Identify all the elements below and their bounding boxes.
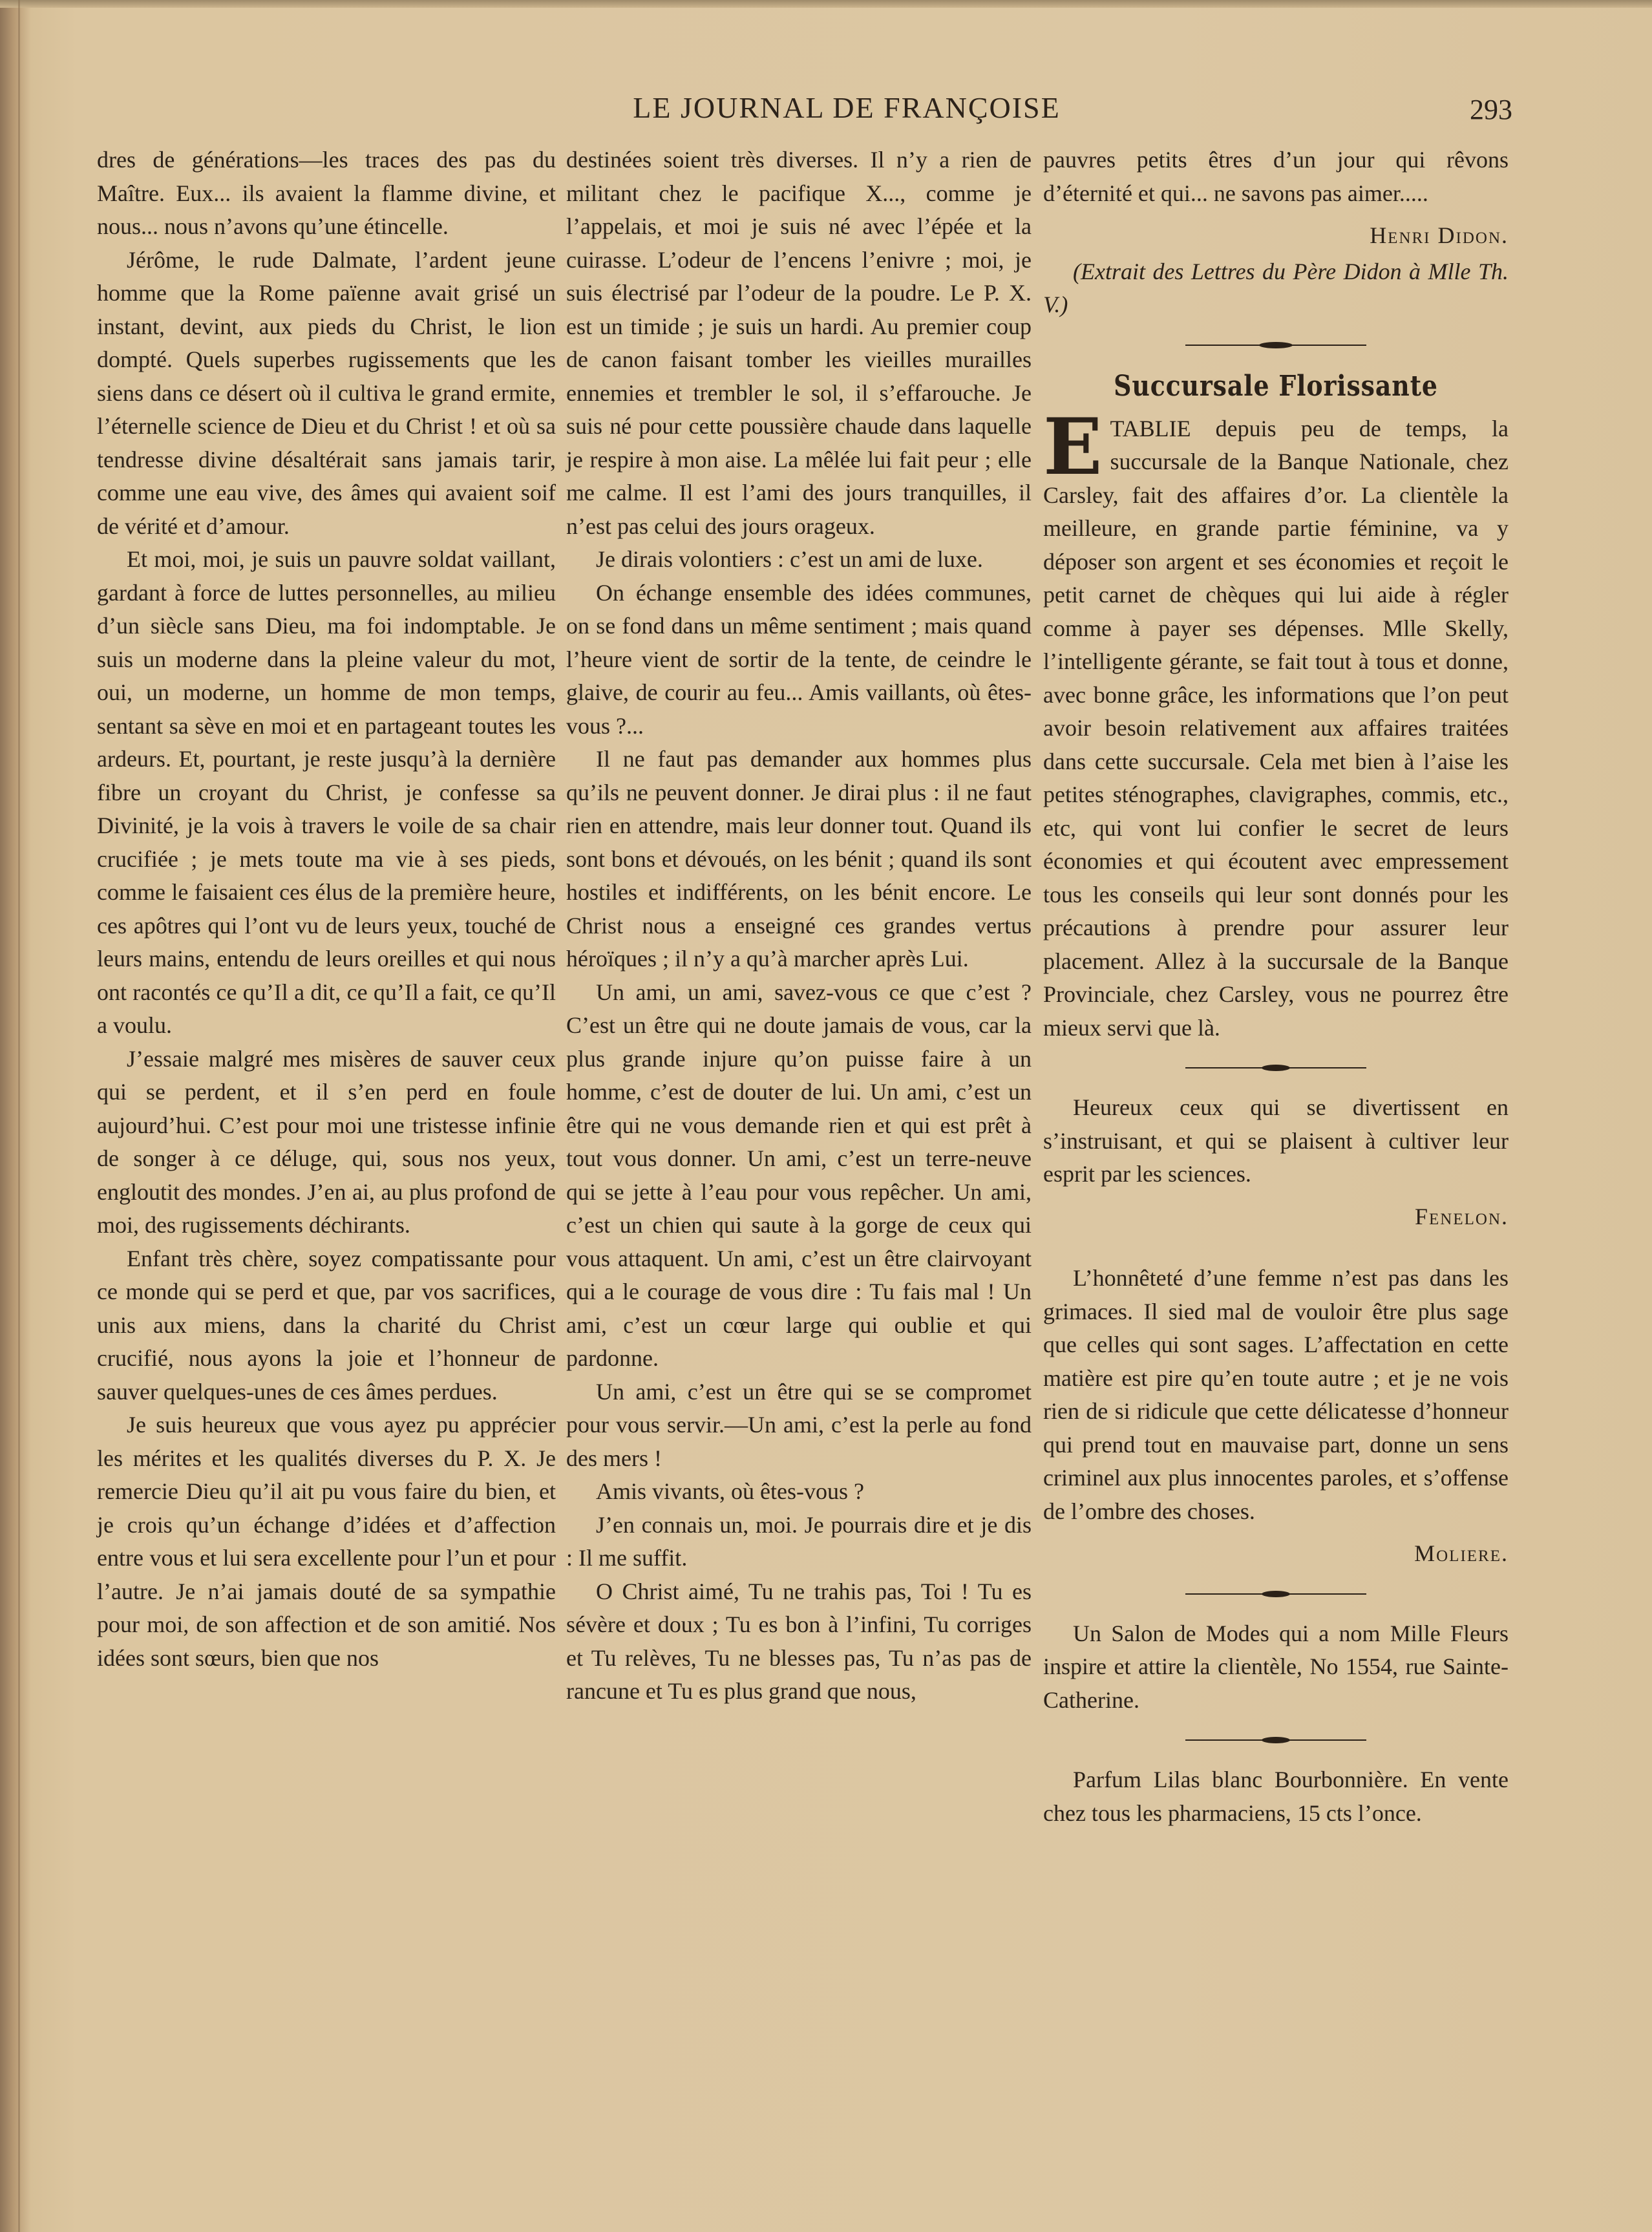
page-number: 293 <box>1470 94 1512 125</box>
paragraph: J’essaie malgré mes misères de sauver ceux qui se perdent, et il s’en perd en foule aujourd’hui. C’est pour moi une tristesse infinie de songer à ce déluge, qui, sous nos yeux, engloutit des mondes. J’en ai, au plus profond de moi, des rugissements déchirants. <box>97 1045 556 1238</box>
paragraph: Un ami, c’est un être qui se se compromet pour vous servir.—Un ami, c’est la perle au fond des mers ! <box>566 1378 1032 1471</box>
quote-moliere: L’honnêteté d’une femme n’est pas dans les grimaces. Il sied mal de vouloir être plus sage que celles qui sont sages. L’affectation en cette matière est pire qu’en toute autre ; et je ne vois rien de si ridicule que cette délicatesse d’honneur qui prend tout en mauvaise part, donne un sens criminel aux plus innocentes paroles, et s’offense de l’ombre des choses. <box>1043 1265 1509 1524</box>
paragraph: Il ne faut pas demander aux hommes plus qu’ils ne peuvent donner. Je dirai plus : il ne faut rien en attendre, mais leur donner tout. Quand ils sont bons et dévoués, on les bénit ; quand ils sont hostiles et indifférents, on les bénit encore. Le Christ nous a enseigné ces grandes vertus héroïques ; il n’y a qu’à marcher après Lui. <box>566 746 1032 972</box>
paragraph: O Christ aimé, Tu ne trahis pas, Toi ! Tu es sévère et doux ; Tu es bon à l’infini, Tu corriges et Tu relèves, Tu ne blesses pas, Tu n’as pas de rancune et Tu es plus grand que nous, <box>566 1578 1032 1704</box>
paragraph: Je suis heureux que vous ayez pu apprécier les mérites et les qualités diverses du P. X. Je remercie Dieu qu’il ait pu vous faire du bien, et je crois qu’un échange d’idées et d’affection entre vous et lui sera excellente pour l’un et pour l’autre. Je n’ai jamais douté de sa sympathie pour moi, de son affection et de son amitié. Nos idées sont sœurs, bien que nos <box>97 1412 556 1671</box>
ornament-divider <box>1185 1588 1366 1600</box>
paragraph: destinées soient très diverses. Il n’y a rien de militant chez le pacifique X..., comme je l’appelais, et moi je suis né avec l’épée et la cuirasse. L’odeur de l’encens l’enivre ; moi, je suis électrisé par l’odeur de la poudre. Le P. X. est un timide ; je suis un hardi. Au premier coup de canon faisant tomber les vieilles murailles ennemies et trembler le sol, il s’effarouche. Je suis né pour cette poussière chaude dans laquelle je respire à mon aise. La mêlée lui fait peur ; elle me calme. Il est l’ami des jours tranquilles, il n’est pas celui des jours orageux. <box>566 147 1032 539</box>
advertisement-parfum: Parfum Lilas blanc Bourbonnière. En vente chez tous les pharmaciens, 15 cts l’once. <box>1043 1767 1509 1826</box>
section-body <box>1043 401 1509 1045</box>
paragraph: Jérôme, le rude Dalmate, l’ardent jeune homme que la Rome païenne avait grisé un instant, devint, aux pieds du Christ, le lion dompté. Quels superbes rugissements que les siens dans ce désert où il cultiva le grand ermite, l’éternelle science de Dieu et du Christ ! et où sa tendresse divine désaltérait sans jamais tarir, comme une eau vive, des âmes qui avaient soif de vérité et d’amour. <box>97 246 556 539</box>
binding-fold <box>18 0 20 2232</box>
quote-fenelon: Heureux ceux qui se divertissent en s’instruisant, et qui se plaisent à cultiver leur esprit par les sciences. <box>1043 1094 1509 1187</box>
drop-cap: E <box>1043 401 1103 493</box>
signature-fenelon: Fenelon. <box>1415 1203 1509 1229</box>
paragraph: Enfant très chère, soyez compatissante pour ce monde qui se perd et que, par vos sacrifices, unis aux miens, dans la charité du Christ crucifié, nous ayons la joie et l’honneur de sauver quelques-unes de ces âmes perdues. <box>97 1245 556 1405</box>
spacer <box>1043 1236 1509 1262</box>
advertisement-salon: Un Salon de Modes qui a nom Mille Fleurs inspire et attire la clientèle, No 1554, rue Sainte-Catherine. <box>1043 1620 1509 1713</box>
paragraph: Je dirais volontiers : c’est un ami de luxe. <box>596 546 983 572</box>
column-left <box>97 143 556 1675</box>
letter-closing: pauvres petits êtres d’un jour qui rêvons d’éternité et qui... ne savons pas aimer..... <box>1043 147 1509 206</box>
section-text: TABLIE depuis peu de temps, la succursale de la Banque Nationale, chez Carsley, fait des affaires d’or. La clientèle la meilleure, en grande partie féminine, va y déposer son argent et ses économies et reçoit le petit carnet de chèques qui lui aide à régler comme à payer ses dépenses. Mlle Skelly, l’intelligente gérante, se fait tout à tous et donne, avec bonne grâce, les informations que l’on peut avoir besoin relativement aux affaires traitées dans cette succursale. Cela met bien à l’aise les petites sténographes, clavigraphes, commis, etc., etc, qui vont lui confier le secret de leurs économies et qui écoutent avec empressement tous les conseils qui leur sont donnés pour les précautions à prendre pour assurer leur placement. Allez à la succursale de la Banque Provinciale, chez Carsley, vous ne pourrez être mieux servi que là. <box>1043 415 1509 1041</box>
paragraph: Et moi, moi, je suis un pauvre soldat vaillant, gardant à force de luttes personnelles, au milieu d’un siècle sans Dieu, ma foi indomptable. Je suis un moderne dans la pleine valeur du mot, oui, un moderne, un homme de mon temps, sentant sa sève en moi et en partageant toutes les ardeurs. Et, pourtant, je reste jusqu’à la dernière fibre un croyant du Christ, je confesse sa Divinité, je la vois à travers le voile de sa chair crucifiée ; je mets toute ma vie à ses pieds, comme le faisaient ces élus de la première heure, ces apôtres qui l’ont vu de leurs yeux, touché de leurs mains, entendu de leurs oreilles et qui nous ont racontés ce qu’Il a dit, ce qu’Il a fait, ce qu’Il a voulu. <box>97 546 556 1038</box>
ornament-divider <box>1185 1734 1366 1747</box>
column-right <box>1043 143 1509 1830</box>
paragraph: On échange ensemble des idées communes, on se fond dans un même sentiment ; mais quand l’heure vient de sortir de la tente, de ceindre le glaive, de courir au feu... Amis vaillants, où êtes-vous ?... <box>566 579 1032 739</box>
ornament-divider <box>1185 1061 1366 1074</box>
paragraph: Amis vivants, où êtes-vous ? <box>596 1478 864 1504</box>
page-header <box>97 90 1512 136</box>
source-note: (Extrait des Lettres du Père Didon à Mlle Th. V.) <box>1043 258 1509 317</box>
section-title: Succursale Florissante <box>1114 369 1438 403</box>
paragraph: J’en connais un, moi. Je pourrais dire et je dis : Il me suffit. <box>566 1511 1032 1571</box>
signature-didon: Henri Didon. <box>1370 222 1509 248</box>
top-edge <box>0 0 1652 8</box>
signature-moliere: Moliere. <box>1414 1540 1509 1566</box>
paragraph: Un ami, un ami, savez-vous ce que c’est ? C’est un être qui ne doute jamais de vous, car la plus grande injure qu’on puisse faire à un homme, c’est de douter de lui. Un ami, c’est un être qui ne vous demande rien et qui est prêt à tout vous donner. Un ami, c’est un terre-neuve qui se jette à l’eau pour vous repêcher. Un ami, c’est un chien qui saute à la gorge de ceux qui vous attaquent. Un ami, c’est un être clairvoyant qui a le courage de vous dire : Tu fais mal ! Un ami, c’est un cœur large qui oublie et qui pardonne. <box>566 979 1032 1371</box>
journal-title: LE JOURNAL DE FRANÇOISE <box>633 91 1061 124</box>
column-middle <box>566 143 1032 1708</box>
ornament-divider <box>1185 339 1366 352</box>
paragraph: dres de générations—les traces des pas du Maître. Eux... ils avaient la flamme divine, et nous... nous n’avons qu’une étincelle. <box>97 147 556 239</box>
